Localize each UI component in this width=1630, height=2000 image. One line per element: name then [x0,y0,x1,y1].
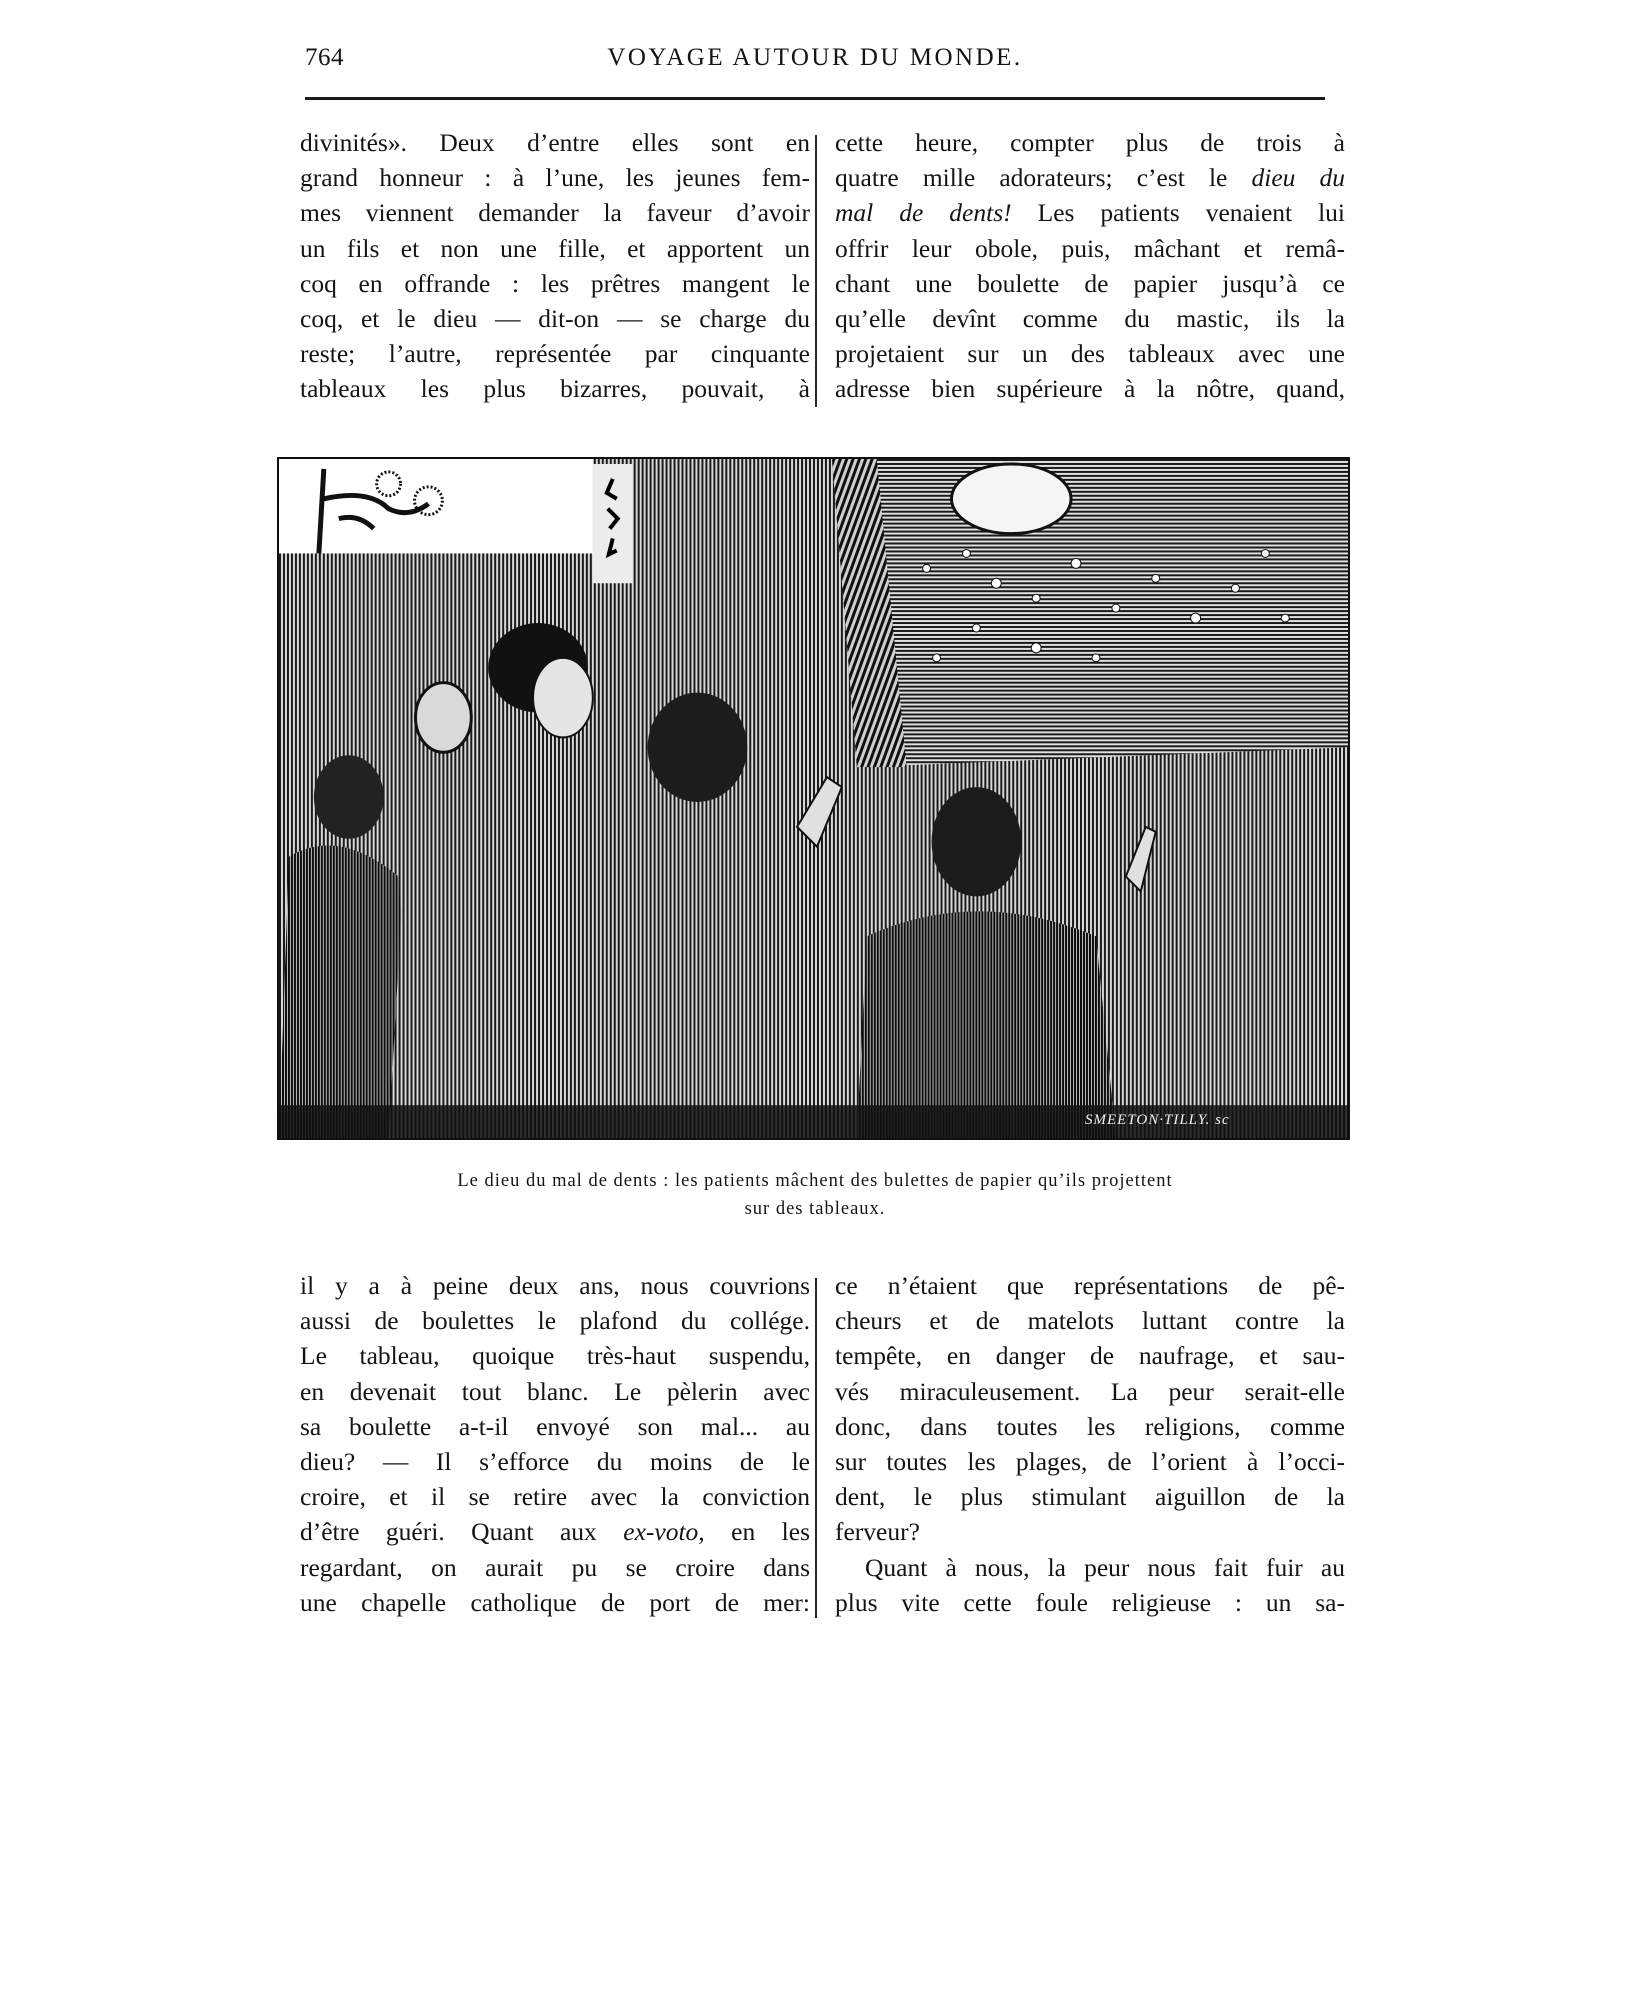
column-divider [815,135,817,407]
text-line: donc, dans toutes les religions, comme [835,1411,1345,1441]
text-run: en les [704,1517,810,1547]
text-run: quatre mille adorateurs; c’est le [835,163,1252,193]
text-line: tableaux les plus bizarres, pouvait, à [300,374,810,404]
text-line: grand honneur : à l’une, les jeunes fem- [300,163,810,193]
figure-caption: Le dieu du mal de dents : les patients mâchent des bulettes de papier qu’ils projettent [457,1171,1173,1191]
text-line: Quant à nous, la peur nous fait fuir au [865,1552,1345,1582]
votive-tableau [832,459,1348,767]
figure-old-man-head [932,787,1022,896]
bottom-left-column [300,1268,810,1620]
engraving-illustration [277,457,1350,1140]
text-line: ce n’étaient que représentations de pê- [835,1271,1345,1300]
text-line: tempête, en danger de naufrage, et sau- [835,1341,1345,1371]
text-line: dieu? — Il s’efforce du moins de le [300,1447,810,1477]
figure-man-head [648,693,748,802]
figure-caption-continued: sur des tableaux. [744,1199,886,1219]
italic-phrase: dieu du [1251,163,1345,193]
italic-phrase: ex-voto, [623,1517,705,1547]
text-line: vés miraculeusement. La peur serait-elle [835,1376,1345,1406]
figure-baby-head [415,683,471,753]
engraving-drawing [279,459,1348,1138]
text-line [300,1514,810,1549]
text-run: Les patients venaient lui [1011,198,1345,228]
text-line: coq en offrande : les prêtres mangent le [300,268,810,298]
text-line: une chapelle catholique de port de mer: [300,1587,810,1617]
text-line: adresse bien supérieure à la nôtre, quand, [835,374,1345,404]
figure-old-man-body [857,911,1116,1138]
text-line: plus vite cette foule religieuse : un sa- [835,1587,1345,1617]
text-run: d’être guéri. Quant aux [300,1517,624,1547]
text-line: mes viennent demander la faveur d’avoir [300,198,810,228]
text-line: ferveur? [835,1517,920,1547]
text-line: sa boulette a-t-il envoyé son mal... au [300,1411,810,1441]
text-line: regardant, on aurait pu se croire dans [300,1552,810,1582]
text-line: offrir leur obole, puis, mâchant et remâ- [835,233,1345,263]
text-line: cette heure, compter plus de trois à [835,128,1345,157]
text-line: coq, et le dieu — dit-on — se charge du [300,304,810,334]
figure-woman-face [533,658,593,738]
text-line: Le tableau, quoique très-haut suspendu, [300,1341,810,1371]
text-line: dent, le plus stimulant aiguillon de la [835,1482,1345,1512]
text-line: qu’elle devînt comme du mastic, ils la [835,304,1345,334]
column-divider [815,1278,817,1618]
top-right-column [835,125,1345,407]
text-line: cheurs et de matelots luttant contre la [835,1306,1345,1336]
text-line: en devenait tout blanc. Le pèlerin avec [300,1376,810,1406]
text-line: divinités». Deux d’entre elles sont en [300,128,810,157]
text-line [835,160,1345,195]
page-number: 764 [305,44,344,71]
text-line: un fils et non une fille, et apportent un [300,233,810,263]
text-line: sur toutes les plages, de l’orient à l’occi- [835,1447,1345,1477]
italic-phrase: mal de dents! [835,198,1012,228]
engraver-signature: SMEETON·TILLY. sc [1085,1112,1230,1128]
figure-child-head [314,755,384,839]
header-rule [305,97,1325,100]
lotus-ornament [951,464,1071,534]
text-line: reste; l’autre, représentée par cinquante [300,339,810,369]
text-line: chant une boulette de papier jusqu’à ce [835,268,1345,298]
text-line: croire, et il se retire avec la conviction [300,1482,810,1512]
bottom-right-column [835,1268,1345,1620]
text-line: projetaient sur un des tableaux avec une [835,339,1345,369]
text-line: aussi de boulettes le plafond du collége. [300,1306,810,1336]
text-line: il y a à peine deux ans, nous couvrions [300,1271,810,1300]
text-line [835,195,1345,230]
running-title: VOYAGE AUTOUR DU MONDE. [607,44,1023,71]
running-head [305,40,1325,80]
top-left-column [300,125,810,407]
